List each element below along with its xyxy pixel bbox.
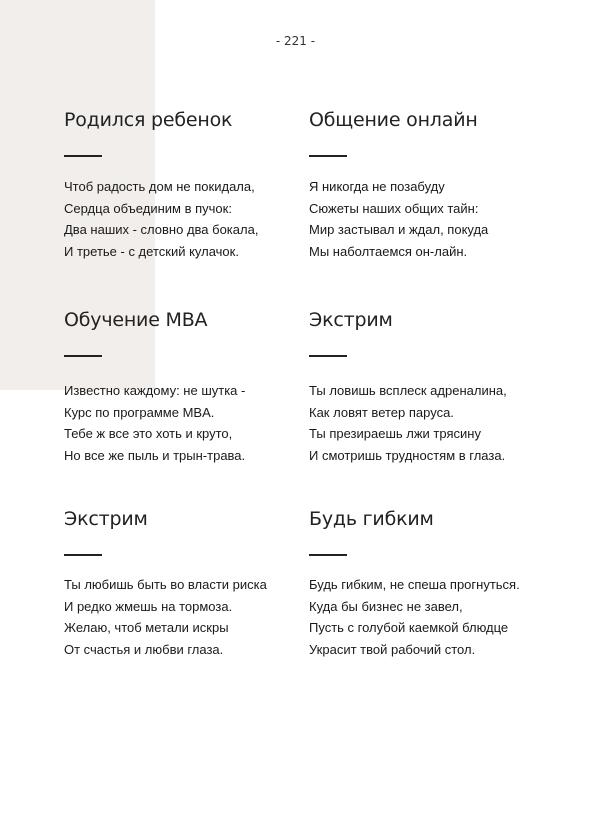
poem-block bbox=[309, 508, 569, 658]
poem-block bbox=[64, 309, 324, 464]
poem-line: Желаю, чтоб метали искры bbox=[64, 620, 229, 636]
poem-line: Как ловят ветер паруса. bbox=[309, 404, 454, 420]
poem-title: Экстрим bbox=[309, 309, 393, 331]
poem-line: Пусть с голубой каемкой блюдце bbox=[309, 620, 509, 636]
title-divider bbox=[309, 155, 347, 157]
poem-line: Мир застывал и ждал, покуда bbox=[309, 222, 489, 238]
poem-title: Общение онлайн bbox=[309, 109, 478, 131]
title-divider bbox=[309, 355, 347, 357]
poem-line: Сердца объединим в пучок: bbox=[64, 200, 232, 216]
poem-line: Украсит твой рабочий стол. bbox=[309, 642, 476, 658]
poem-line: И третье - с детский кулачок. bbox=[64, 244, 239, 260]
poem-lines bbox=[64, 380, 245, 467]
poem-title: Экстрим bbox=[64, 508, 148, 530]
title-divider bbox=[64, 554, 102, 556]
poem-line: Ты любишь быть во власти риска bbox=[64, 577, 267, 592]
poem-line: Но все же пыль и трын-трава. bbox=[64, 448, 246, 464]
poem-lines bbox=[309, 574, 520, 661]
poem-line: Чтоб радость дом не покидала, bbox=[64, 179, 255, 194]
title-divider bbox=[64, 155, 102, 157]
poem-line: Сюжеты наших общих тайн: bbox=[309, 200, 479, 216]
title-divider bbox=[309, 554, 347, 556]
poem-title: Будь гибким bbox=[309, 508, 434, 530]
poem-title: Обучение MBA bbox=[64, 309, 208, 331]
poem-block bbox=[64, 508, 324, 658]
poem-line: Я никогда не позабуду bbox=[309, 179, 445, 194]
page-number: - 221 - bbox=[275, 34, 316, 48]
poem-line: И смотришь трудностям в глаза. bbox=[309, 448, 506, 464]
poem-lines bbox=[64, 574, 267, 661]
poem-block bbox=[309, 309, 569, 464]
poem-line: От счастья и любви глаза. bbox=[64, 642, 224, 658]
poem-line: Известно каждому: не шутка - bbox=[64, 383, 246, 398]
poem-line: Ты презираешь лжи трясину bbox=[309, 426, 481, 442]
poem-lines bbox=[309, 380, 507, 467]
poem-line: Будь гибким, не спеша прогнуться. bbox=[309, 577, 520, 592]
poem-line: Два наших - словно два бокала, bbox=[64, 222, 259, 238]
poem-block bbox=[309, 109, 569, 260]
poem-line: Тебе ж все это хоть и круто, bbox=[64, 426, 233, 442]
poem-lines bbox=[309, 176, 488, 263]
poem-title: Родился ребенок bbox=[64, 109, 233, 131]
poem-block bbox=[64, 109, 324, 260]
poem-line: Мы наболтаемся он-лайн. bbox=[309, 244, 468, 260]
poem-lines bbox=[64, 176, 258, 263]
poem-line: Курс по программе MBA. bbox=[64, 404, 215, 420]
poem-line: Куда бы бизнес не завел, bbox=[309, 598, 463, 614]
poem-line: Ты ловишь всплеск адреналина, bbox=[309, 383, 507, 398]
title-divider bbox=[64, 355, 102, 357]
poem-line: И редко жмешь на тормоза. bbox=[64, 598, 233, 614]
